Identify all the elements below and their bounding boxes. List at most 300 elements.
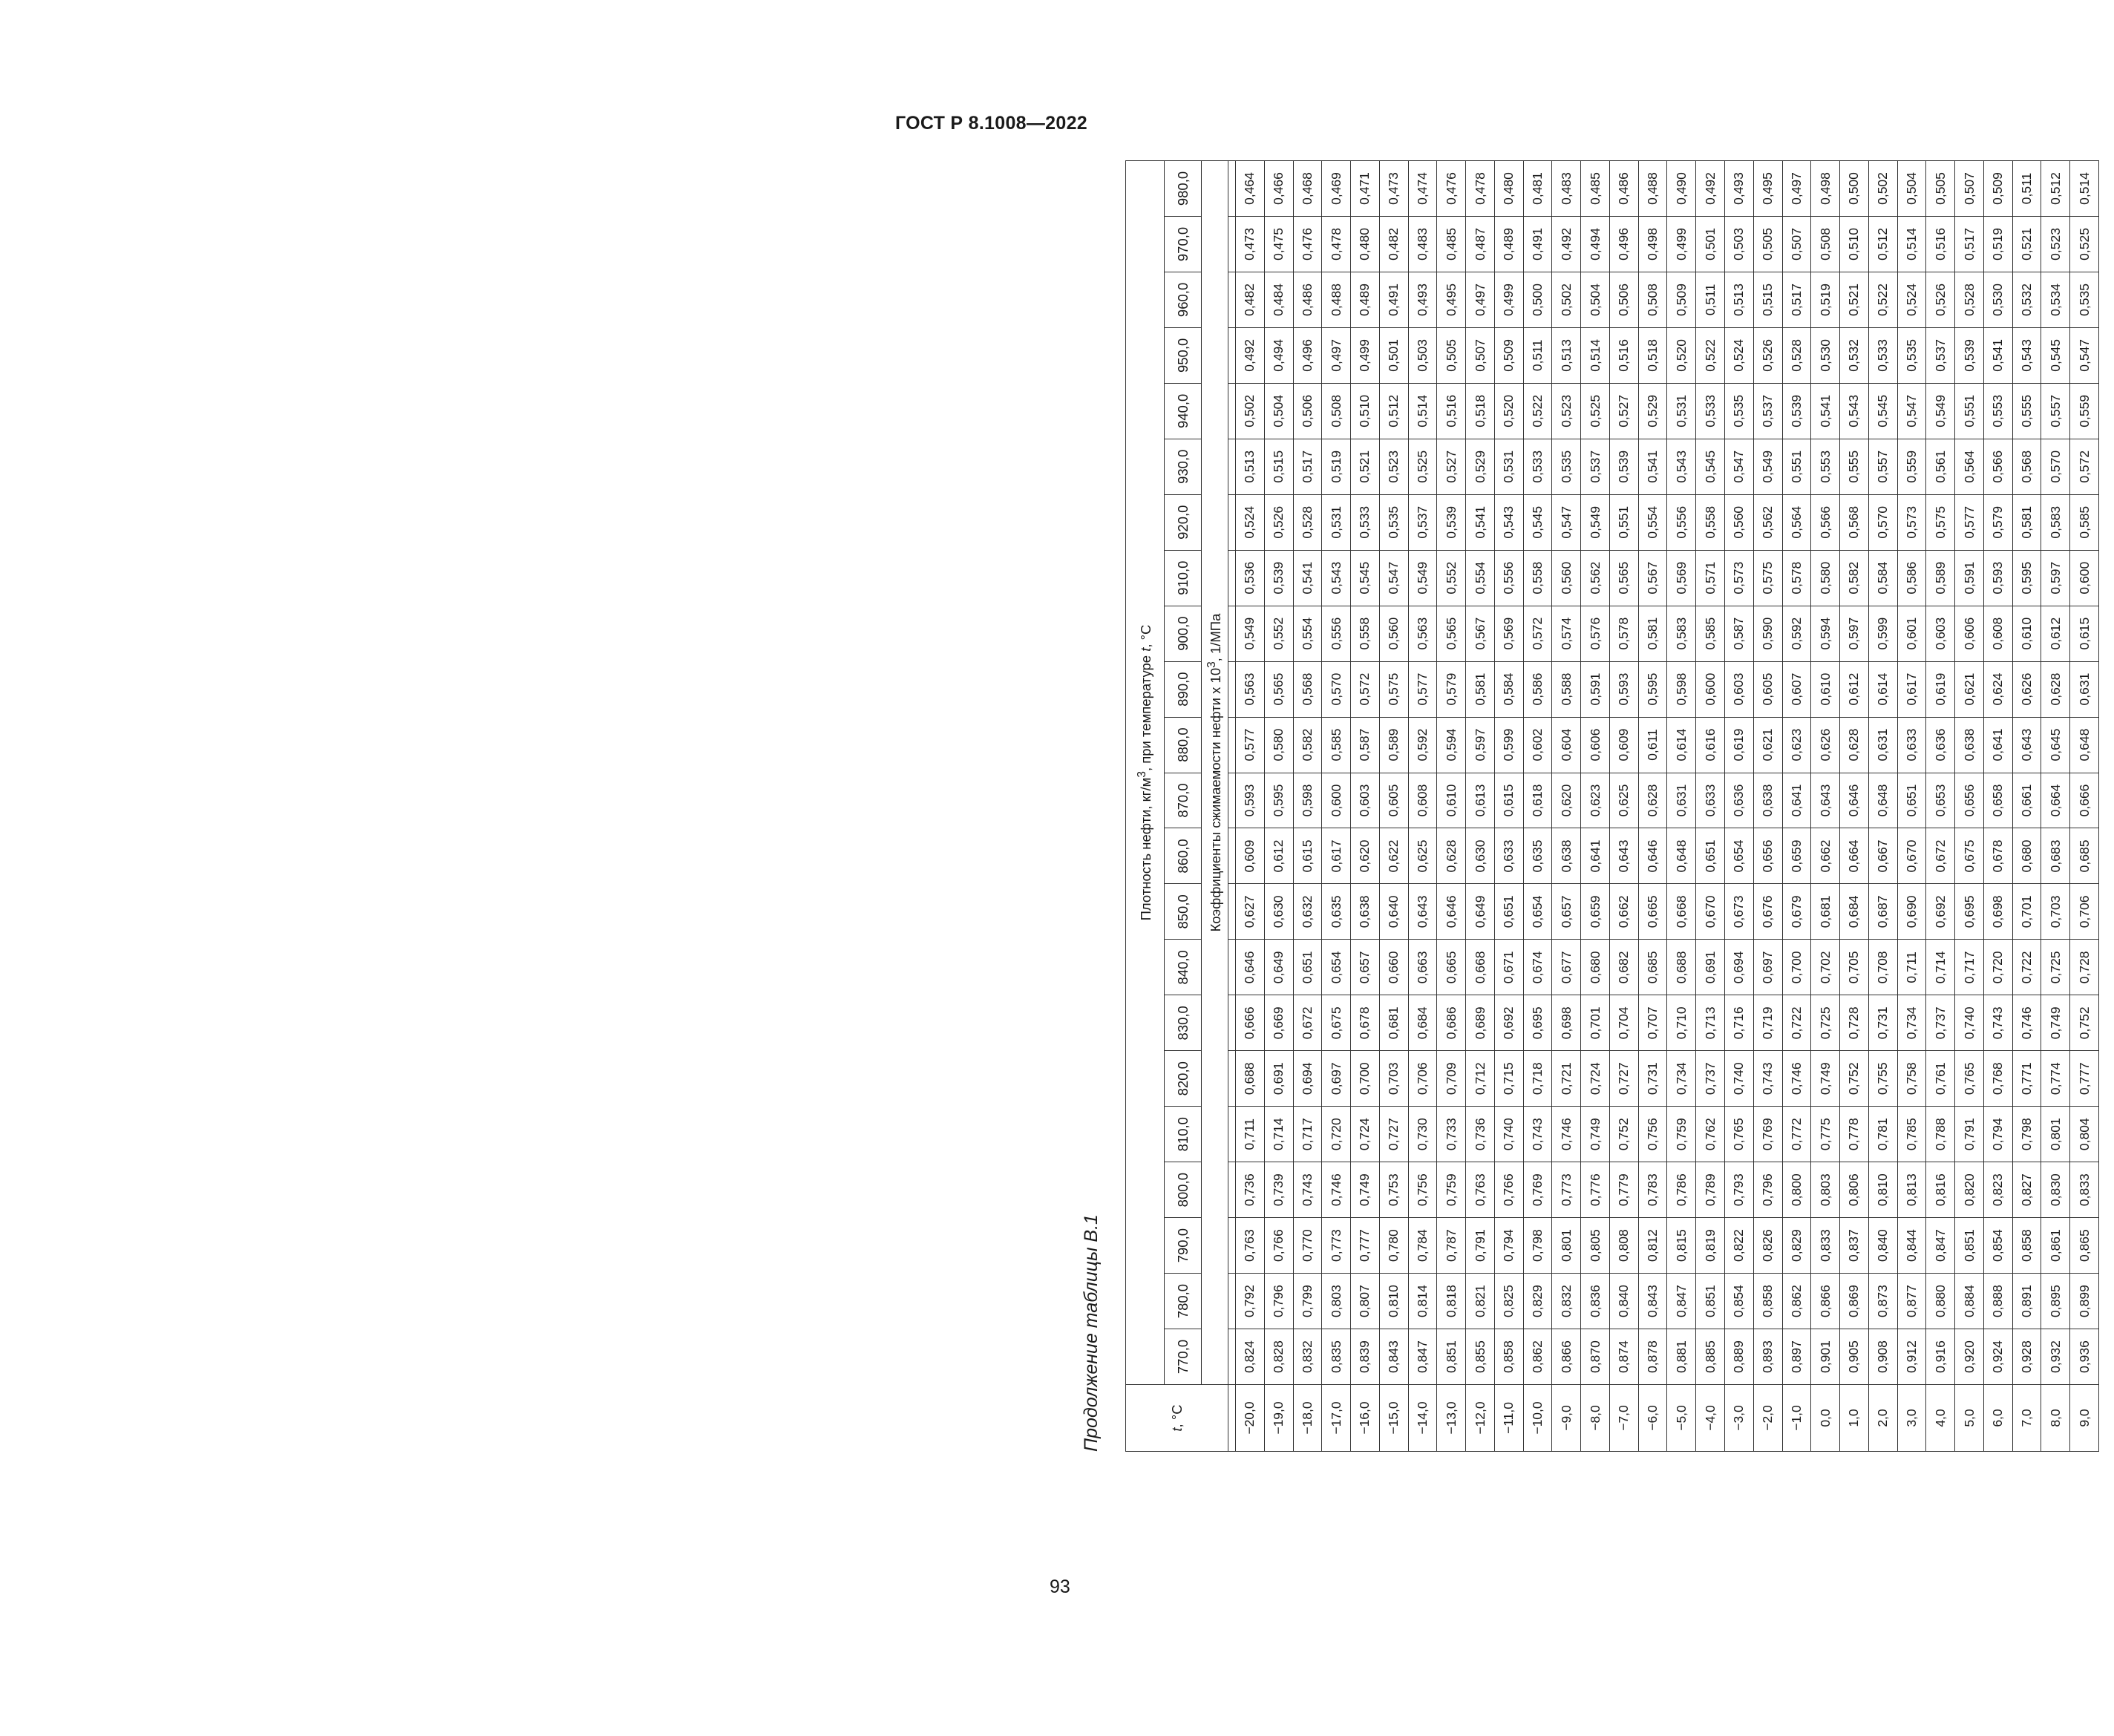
coefficient-cell: 0,743: [1983, 995, 2012, 1051]
coefficient-cell: 0,725: [2041, 940, 2070, 995]
coefficient-cell: 0,694: [1293, 1051, 1322, 1107]
coefficient-cell: 0,494: [1264, 327, 1293, 383]
coefficient-cell: 0,832: [1293, 1329, 1322, 1385]
coefficient-cell: 0,746: [1782, 1051, 1811, 1107]
coefficient-cell: 0,588: [1552, 661, 1581, 717]
coefficient-cell: 0,521: [2012, 216, 2041, 272]
temperature-cell: −3,0: [1725, 1385, 1754, 1452]
coefficient-cell: 0,577: [1408, 661, 1437, 717]
standard-code: ГОСТ Р 8.1008—2022: [894, 113, 1087, 134]
table-row: [1667, 161, 1696, 1452]
coefficient-cell: 0,592: [1782, 606, 1811, 661]
coefficient-cell: 0,568: [1840, 494, 1869, 550]
coefficient-cell: 0,916: [1926, 1329, 1955, 1385]
coefficient-cell: 0,543: [1667, 439, 1696, 494]
coefficient-cell: 0,535: [1897, 327, 1926, 383]
density-column-header: 840,0: [1165, 940, 1202, 995]
coefficient-cell: 0,668: [1466, 940, 1495, 995]
coefficient-cell: 0,866: [1811, 1274, 1840, 1329]
coefficient-cell: 0,776: [1581, 1162, 1610, 1218]
density-column-header: 830,0: [1165, 995, 1202, 1051]
coefficient-cell: 0,520: [1667, 327, 1696, 383]
coefficient-cell: 0,493: [1725, 161, 1754, 217]
temperature-cell: −13,0: [1437, 1385, 1466, 1452]
coefficient-cell: 0,743: [1523, 1107, 1552, 1162]
coefficient-cell: 0,780: [1379, 1218, 1408, 1274]
coefficient-cell: 0,598: [1667, 661, 1696, 717]
coefficient-cell: 0,628: [1437, 828, 1466, 884]
coefficient-cell: 0,526: [1926, 272, 1955, 327]
coefficient-cell: 0,536: [1236, 550, 1265, 606]
coefficient-cell: 0,558: [1696, 494, 1725, 550]
coefficient-cell: 0,552: [1264, 606, 1293, 661]
coefficient-cell: 0,497: [1466, 272, 1495, 327]
coefficient-cell: 0,698: [1983, 884, 2012, 940]
coefficient-cell: 0,899: [2070, 1274, 2099, 1329]
coefficient-cell: 0,708: [1868, 940, 1897, 995]
coefficient-cell: 0,706: [2070, 884, 2099, 940]
coefficient-cell: 0,762: [1696, 1107, 1725, 1162]
coefficient-cell: 0,573: [1725, 550, 1754, 606]
coefficient-cell: 0,471: [1351, 161, 1380, 217]
coefficient-cell: 0,677: [1552, 940, 1581, 995]
table-row: [1581, 161, 1610, 1452]
coefficient-cell: 0,832: [1552, 1274, 1581, 1329]
coefficient-cell: 0,483: [1408, 216, 1437, 272]
coefficient-cell: 0,606: [1581, 717, 1610, 773]
table-row: [1725, 161, 1754, 1452]
coefficient-cell: 0,517: [1782, 272, 1811, 327]
coefficient-cell: 0,703: [1379, 1051, 1408, 1107]
coefficient-cell: 0,512: [2041, 161, 2070, 217]
coefficient-cell: 0,804: [2070, 1107, 2099, 1162]
coefficient-cell: 0,496: [1609, 216, 1638, 272]
coefficient-cell: 0,589: [1379, 717, 1408, 773]
coefficient-cell: 0,671: [1494, 940, 1523, 995]
coefficient-cell: 0,608: [1983, 606, 2012, 661]
density-column-header: 900,0: [1165, 606, 1202, 661]
coefficient-cell: 0,499: [1351, 327, 1380, 383]
coefficient-cell: 0,861: [2041, 1218, 2070, 1274]
table-row: [2041, 161, 2070, 1452]
coefficient-cell: 0,486: [1293, 272, 1322, 327]
coefficient-cell: 0,679: [1782, 884, 1811, 940]
coefficient-cell: 0,572: [2070, 439, 2099, 494]
coefficient-cell: 0,820: [1955, 1162, 1984, 1218]
table-row: [1264, 161, 1293, 1452]
coefficient-cell: 0,535: [1725, 383, 1754, 439]
coefficient-cell: 0,675: [1955, 828, 1984, 884]
coefficient-cell: 0,932: [2041, 1329, 2070, 1385]
coefficient-cell: 0,505: [1926, 161, 1955, 217]
coefficient-cell: 0,529: [1638, 383, 1667, 439]
coefficient-cell: 0,545: [1868, 383, 1897, 439]
coefficient-cell: 0,851: [1955, 1218, 1984, 1274]
coefficient-cell: 0,539: [1955, 327, 1984, 383]
coefficient-cell: 0,665: [1638, 884, 1667, 940]
coefficient-cell: 0,502: [1236, 383, 1265, 439]
coefficient-cell: 0,800: [1782, 1162, 1811, 1218]
coefficient-cell: 0,816: [1926, 1162, 1955, 1218]
coefficient-cell: 0,788: [1926, 1107, 1955, 1162]
coefficient-cell: 0,595: [2012, 550, 2041, 606]
temperature-cell: 2,0: [1868, 1385, 1897, 1452]
coefficient-cell: 0,517: [1955, 216, 1984, 272]
coefficient-cell: 0,534: [2041, 272, 2070, 327]
coefficient-cell: 0,769: [1753, 1107, 1782, 1162]
coefficient-cell: 0,485: [1437, 216, 1466, 272]
coefficient-cell: 0,547: [1725, 439, 1754, 494]
coefficient-cell: 0,593: [1236, 773, 1265, 828]
coefficient-cell: 0,539: [1609, 439, 1638, 494]
coefficient-cell: 0,612: [1264, 828, 1293, 884]
coefficient-cell: 0,858: [1494, 1329, 1523, 1385]
coefficient-cell: 0,469: [1322, 161, 1351, 217]
coefficient-cell: 0,492: [1236, 327, 1265, 383]
coefficient-cell: 0,623: [1782, 717, 1811, 773]
coefficient-cell: 0,543: [2012, 327, 2041, 383]
coefficient-cell: 0,563: [1236, 661, 1265, 717]
coefficient-cell: 0,537: [1581, 439, 1610, 494]
density-column-header: 970,0: [1165, 216, 1202, 272]
coefficient-cell: 0,525: [1408, 439, 1437, 494]
table-row: [1782, 161, 1811, 1452]
coefficient-cell: 0,620: [1552, 773, 1581, 828]
coefficient-cell: 0,803: [1322, 1274, 1351, 1329]
coefficient-cell: 0,843: [1638, 1274, 1667, 1329]
coefficient-cell: 0,654: [1322, 940, 1351, 995]
coefficient-cell: 0,739: [1264, 1162, 1293, 1218]
coefficient-cell: 0,580: [1811, 550, 1840, 606]
temperature-cell: −2,0: [1753, 1385, 1782, 1452]
coefficient-cell: 0,822: [1725, 1218, 1754, 1274]
coefficient-cell: 0,579: [1437, 661, 1466, 717]
coefficient-cell: 0,794: [1983, 1107, 2012, 1162]
coefficient-cell: 0,480: [1351, 216, 1380, 272]
table-row: [1293, 161, 1322, 1452]
coefficient-cell: 0,649: [1466, 884, 1495, 940]
coefficient-cell: 0,833: [1811, 1218, 1840, 1274]
coefficient-cell: 0,617: [1322, 828, 1351, 884]
coefficient-cell: 0,482: [1379, 216, 1408, 272]
coefficient-cell: 0,619: [1725, 717, 1754, 773]
coefficient-cell: 0,873: [1868, 1274, 1897, 1329]
coefficient-cell: 0,512: [1379, 383, 1408, 439]
coefficient-cell: 0,703: [2041, 884, 2070, 940]
coefficient-cell: 0,833: [2070, 1162, 2099, 1218]
temperature-cell: −9,0: [1552, 1385, 1581, 1452]
coefficient-cell: 0,724: [1351, 1107, 1380, 1162]
coefficient-cell: 0,640: [1379, 884, 1408, 940]
coefficient-cell: 0,583: [2041, 494, 2070, 550]
coefficient-cell: 0,666: [1236, 995, 1265, 1051]
coefficient-cell: 0,641: [1581, 828, 1610, 884]
coefficient-cell: 0,543: [1840, 383, 1869, 439]
coefficient-cell: 0,533: [1868, 327, 1897, 383]
temperature-cell: −11,0: [1494, 1385, 1523, 1452]
coefficient-cell: 0,936: [2070, 1329, 2099, 1385]
coefficient-cell: 0,519: [1983, 216, 2012, 272]
coefficient-cell: 0,636: [1725, 773, 1754, 828]
coefficient-cell: 0,603: [1725, 661, 1754, 717]
coefficient-cell: 0,468: [1293, 161, 1322, 217]
table-row: [1523, 161, 1552, 1452]
coefficient-cell: 0,570: [1322, 661, 1351, 717]
coefficient-cell: 0,604: [1552, 717, 1581, 773]
coefficient-cell: 0,600: [1696, 661, 1725, 717]
coefficient-cell: 0,500: [1840, 161, 1869, 217]
coefficient-cell: 0,476: [1293, 216, 1322, 272]
coefficient-cell: 0,638: [1552, 828, 1581, 884]
coefficient-cell: 0,681: [1811, 884, 1840, 940]
coefficient-cell: 0,766: [1264, 1218, 1293, 1274]
coefficient-cell: 0,749: [1581, 1107, 1610, 1162]
coefficient-cell: 0,514: [1581, 327, 1610, 383]
coefficient-cell: 0,566: [1983, 439, 2012, 494]
coefficient-cell: 0,628: [2041, 661, 2070, 717]
coefficient-cell: 0,532: [1840, 327, 1869, 383]
coefficient-cell: 0,491: [1379, 272, 1408, 327]
coefficient-cell: 0,489: [1351, 272, 1380, 327]
coefficient-cell: 0,700: [1351, 1051, 1380, 1107]
density-header: Плотность нефти, $кг/м^3$, при температуре t, °С: [1126, 161, 1165, 1385]
table-row: [1926, 161, 1955, 1452]
coefficient-cell: 0,556: [1494, 550, 1523, 606]
coefficient-cell: 0,500: [1523, 272, 1552, 327]
coefficient-cell: 0,570: [1868, 494, 1897, 550]
coefficient-cell: 0,663: [1408, 940, 1437, 995]
coefficient-cell: 0,733: [1437, 1107, 1466, 1162]
coefficient-cell: 0,646: [1638, 828, 1667, 884]
coefficient-cell: 0,777: [1351, 1218, 1380, 1274]
coefficient-cell: 0,547: [1379, 550, 1408, 606]
coefficient-cell: 0,597: [2041, 550, 2070, 606]
table-row: [2012, 161, 2041, 1452]
coefficient-cell: 0,928: [2012, 1329, 2041, 1385]
coefficient-cell: 0,672: [1926, 828, 1955, 884]
coefficient-cell: 0,685: [1638, 940, 1667, 995]
coefficient-cell: 0,615: [1293, 828, 1322, 884]
coefficient-cell: 0,641: [1983, 717, 2012, 773]
coefficient-cell: 0,599: [1494, 717, 1523, 773]
coefficient-cell: 0,725: [1811, 995, 1840, 1051]
coefficient-cell: 0,581: [1466, 661, 1495, 717]
coefficient-cell: 0,648: [1667, 828, 1696, 884]
coefficient-cell: 0,783: [1638, 1162, 1667, 1218]
coefficient-cell: 0,510: [1351, 383, 1380, 439]
rotated-table-block: [1081, 160, 2114, 1452]
coefficient-cell: 0,707: [1638, 995, 1667, 1051]
coefficient-cell: 0,717: [1955, 940, 1984, 995]
coefficient-cell: 0,613: [1466, 773, 1495, 828]
coefficient-cell: 0,697: [1753, 940, 1782, 995]
coefficient-cell: 0,609: [1236, 828, 1265, 884]
coefficient-cell: 0,531: [1667, 383, 1696, 439]
temperature-cell: −12,0: [1466, 1385, 1495, 1452]
coefficient-cell: 0,486: [1609, 161, 1638, 217]
coefficient-cell: 0,610: [1811, 661, 1840, 717]
coefficient-cell: 0,582: [1293, 717, 1322, 773]
coefficient-cell: 0,593: [1609, 661, 1638, 717]
coefficient-cell: 0,568: [1293, 661, 1322, 717]
coefficient-cell: 0,821: [1466, 1274, 1495, 1329]
table-row: [1955, 161, 1984, 1452]
coefficient-cell: 0,606: [1955, 606, 1984, 661]
density-column-header: 980,0: [1165, 161, 1202, 217]
coefficient-cell: 0,713: [1696, 995, 1725, 1051]
coefficient-cell: 0,473: [1379, 161, 1408, 217]
coefficient-cell: 0,692: [1494, 995, 1523, 1051]
coefficient-cell: 0,657: [1552, 884, 1581, 940]
coefficient-cell: 0,497: [1782, 161, 1811, 217]
coefficient-cell: 0,694: [1725, 940, 1754, 995]
coefficient-cell: 0,908: [1868, 1329, 1897, 1385]
coefficient-cell: 0,482: [1236, 272, 1265, 327]
coefficient-cell: 0,753: [1379, 1162, 1408, 1218]
coefficient-cell: 0,528: [1955, 272, 1984, 327]
coefficient-cell: 0,554: [1293, 606, 1322, 661]
coefficient-cell: 0,624: [1983, 661, 2012, 717]
coefficient-cell: 0,519: [1322, 439, 1351, 494]
coefficient-cell: 0,539: [1437, 494, 1466, 550]
coefficient-cell: 0,701: [1581, 995, 1610, 1051]
coefficient-cell: 0,535: [1552, 439, 1581, 494]
coefficient-cell: 0,595: [1264, 773, 1293, 828]
coefficient-cell: 0,722: [1782, 995, 1811, 1051]
coefficient-cell: 0,814: [1408, 1274, 1437, 1329]
coefficient-cell: 0,669: [1264, 995, 1293, 1051]
table-row: [1408, 161, 1437, 1452]
temperature-cell: −1,0: [1782, 1385, 1811, 1452]
temperature-cell: 8,0: [2041, 1385, 2070, 1452]
coefficient-cell: 0,501: [1379, 327, 1408, 383]
coefficient-cell: 0,765: [1955, 1051, 1984, 1107]
coefficient-cell: 0,657: [1351, 940, 1380, 995]
coefficient-cell: 0,582: [1840, 550, 1869, 606]
coefficient-cell: 0,607: [1782, 661, 1811, 717]
coefficient-cell: 0,521: [1840, 272, 1869, 327]
coefficient-cell: 0,555: [2012, 383, 2041, 439]
temperature-cell: 9,0: [2070, 1385, 2099, 1452]
coefficient-cell: 0,826: [1753, 1218, 1782, 1274]
coefficient-cell: 0,628: [1840, 717, 1869, 773]
coefficient-cell: 0,885: [1696, 1329, 1725, 1385]
coefficient-cell: 0,525: [2070, 216, 2099, 272]
coefficient-cell: 0,905: [1840, 1329, 1869, 1385]
density-column-header: 870,0: [1165, 773, 1202, 828]
coefficient-cell: 0,778: [1840, 1107, 1869, 1162]
coefficient-cell: 0,611: [1638, 717, 1667, 773]
coefficient-cell: 0,557: [1868, 439, 1897, 494]
coefficient-cell: 0,570: [2041, 439, 2070, 494]
coefficient-cell: 0,555: [1840, 439, 1869, 494]
table-row: [1379, 161, 1408, 1452]
coefficient-cell: 0,562: [1753, 494, 1782, 550]
coefficient-cell: 0,487: [1466, 216, 1495, 272]
coefficient-cell: 0,605: [1379, 773, 1408, 828]
coefficient-cell: 0,480: [1494, 161, 1523, 217]
coefficient-cell: 0,665: [1437, 940, 1466, 995]
temperature-cell: 7,0: [2012, 1385, 2041, 1452]
coefficient-cell: 0,545: [2041, 327, 2070, 383]
table-row: [1983, 161, 2012, 1452]
table-row: [1696, 161, 1725, 1452]
coefficient-cell: 0,561: [1926, 439, 1955, 494]
temperature-cell: −17,0: [1322, 1385, 1351, 1452]
coefficient-cell: 0,749: [1351, 1162, 1380, 1218]
coefficient-cell: 0,691: [1264, 1051, 1293, 1107]
density-column-header: 880,0: [1165, 717, 1202, 773]
coefficient-cell: 0,539: [1782, 383, 1811, 439]
coefficient-cell: 0,572: [1351, 661, 1380, 717]
coefficient-cell: 0,537: [1926, 327, 1955, 383]
coefficient-cell: 0,628: [1638, 773, 1667, 828]
coefficient-cell: 0,895: [2041, 1274, 2070, 1329]
density-column-header: 780,0: [1165, 1274, 1202, 1329]
coefficient-cell: 0,547: [1897, 383, 1926, 439]
coefficient-cell: 0,743: [1753, 1051, 1782, 1107]
coefficient-cell: 0,770: [1293, 1218, 1322, 1274]
coefficient-cell: 0,513: [1552, 327, 1581, 383]
coefficient-cell: 0,560: [1379, 606, 1408, 661]
coefficient-cell: 0,503: [1408, 327, 1437, 383]
coefficient-cell: 0,592: [1408, 717, 1437, 773]
table-row: [1322, 161, 1351, 1452]
coefficient-cell: 0,687: [1868, 884, 1897, 940]
temperature-cell: −14,0: [1408, 1385, 1437, 1452]
coefficient-cell: 0,648: [2070, 717, 2099, 773]
table-row: [1840, 161, 1869, 1452]
coefficient-cell: 0,489: [1494, 216, 1523, 272]
coefficient-cell: 0,492: [1552, 216, 1581, 272]
coefficient-cell: 0,668: [1667, 884, 1696, 940]
coefficient-cell: 0,893: [1753, 1329, 1782, 1385]
coefficient-cell: 0,511: [1523, 327, 1552, 383]
coefficient-cell: 0,507: [1955, 161, 1984, 217]
density-column-header: 930,0: [1165, 439, 1202, 494]
coefficient-cell: 0,600: [1322, 773, 1351, 828]
coefficient-cell: 0,585: [1696, 606, 1725, 661]
coefficient-cell: 0,724: [1581, 1051, 1610, 1107]
coefficient-cell: 0,681: [1379, 995, 1408, 1051]
density-column-header: 950,0: [1165, 327, 1202, 383]
coefficient-cell: 0,709: [1437, 1051, 1466, 1107]
coefficient-cell: 0,488: [1322, 272, 1351, 327]
coefficient-cell: 0,549: [1236, 606, 1265, 661]
coefficient-cell: 0,752: [2070, 995, 2099, 1051]
coefficient-cell: 0,633: [1494, 828, 1523, 884]
coefficient-cell: 0,535: [1379, 494, 1408, 550]
coefficient-cell: 0,549: [1408, 550, 1437, 606]
coefficient-cell: 0,763: [1466, 1162, 1495, 1218]
coefficient-cell: 0,584: [1494, 661, 1523, 717]
coefficient-cell: 0,530: [1811, 327, 1840, 383]
coefficient-cell: 0,581: [1638, 606, 1667, 661]
coefficient-cell: 0,736: [1236, 1162, 1265, 1218]
coefficient-cell: 0,805: [1581, 1218, 1610, 1274]
coefficient-cell: 0,692: [1926, 884, 1955, 940]
coefficient-cell: 0,828: [1264, 1329, 1293, 1385]
coefficient-cell: 0,625: [1609, 773, 1638, 828]
coefficient-cell: 0,509: [1494, 327, 1523, 383]
coefficient-cell: 0,798: [1523, 1218, 1552, 1274]
coefficient-cell: 0,740: [1494, 1107, 1523, 1162]
coefficient-cell: 0,836: [1581, 1274, 1610, 1329]
coefficient-cell: 0,720: [1983, 940, 2012, 995]
coefficient-cell: 0,585: [2070, 494, 2099, 550]
coefficient-cell: 0,560: [1552, 550, 1581, 606]
table-row: [1437, 161, 1466, 1452]
